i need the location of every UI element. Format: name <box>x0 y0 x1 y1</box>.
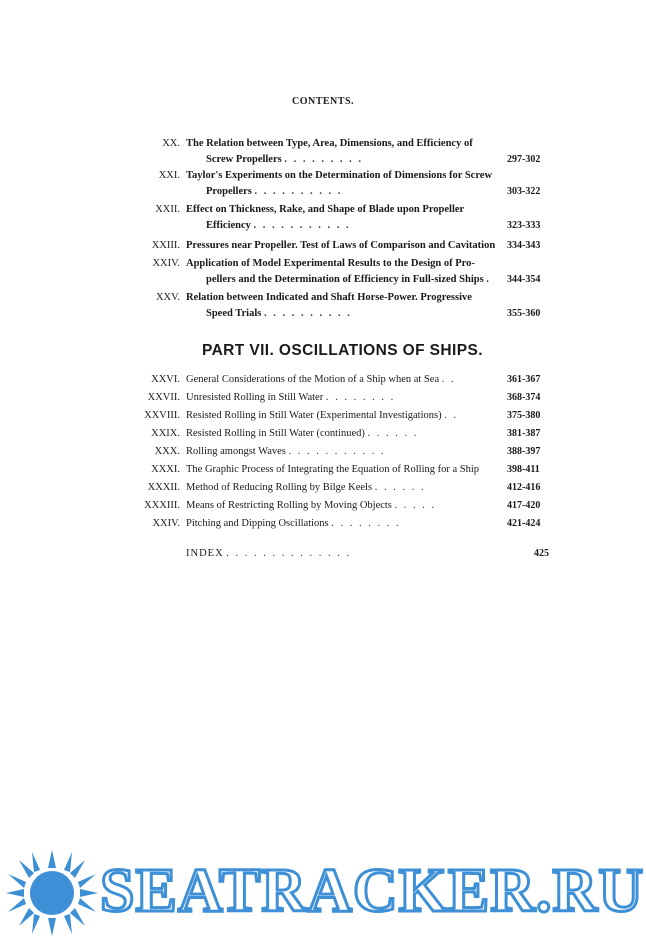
page-range: 344-354 <box>507 274 541 285</box>
chapter-number: XX. <box>162 138 180 149</box>
chapter-number: XXIX. <box>151 428 180 439</box>
chapter-title: Application of Model Experimental Results to the Design of Pro- pellers and the Determination of Efficiency in Full-sized Ships . <box>186 258 491 285</box>
watermark-text: SEATRACKER.RU <box>100 857 645 925</box>
chapter-number: XXVI. <box>151 374 180 385</box>
chapter-title: Resisted Rolling in Still Water (Experimental Investigations) . . <box>186 410 459 421</box>
chapter-title: Resisted Rolling in Still Water (continued) . . . . . . <box>186 428 419 439</box>
index-label: INDEX . . . . . . . . . . . . . . <box>186 548 352 559</box>
page-range: 375-380 <box>507 410 541 421</box>
chapter-title: Pressures near Propeller. Test of Laws of Comparison and Cavitation <box>186 240 496 251</box>
chapter-number: XXXI. <box>151 464 180 475</box>
chapter-number: XXV. <box>155 292 180 303</box>
chapter-title: Unresisted Rolling in Still Water . . . . . . . . <box>186 392 396 403</box>
page-range: 381-387 <box>507 428 541 439</box>
chapter-number: XXIV. <box>152 518 180 529</box>
chapter-title: Taylor's Experiments on the Determination of Dimensions for Screw Propellers . . . . . . . . . . <box>186 170 493 197</box>
chapter-title: Means of Restricting Rolling by Moving Objects . . . . . <box>186 500 437 511</box>
page-range: 297-302 <box>507 154 541 165</box>
chapter-number: XXII. <box>155 204 180 215</box>
contents-heading: CONTENTS. <box>291 96 354 107</box>
page-range: 334-343 <box>507 240 541 251</box>
chapter-number: XXVIII. <box>144 410 180 421</box>
page-range: 303-322 <box>507 186 541 197</box>
chapter-number: XXXII. <box>147 482 180 493</box>
page-range: 368-374 <box>507 392 541 403</box>
page-range: 355-360 <box>507 308 541 319</box>
chapter-title: The Graphic Process of Integrating the Equation of Rolling for a Ship <box>186 464 480 475</box>
page-range: 417-420 <box>507 500 541 511</box>
chapter-number: XXVII. <box>147 392 180 403</box>
page-range: 361-367 <box>507 374 541 385</box>
chapter-number: XXIII. <box>151 240 180 251</box>
chapter-title: Method of Reducing Rolling by Bilge Keels . . . . . . <box>186 482 426 493</box>
chapter-title: General Considerations of the Motion of a Ship when at Sea . . <box>186 374 456 385</box>
sun-logo-icon <box>4 848 100 938</box>
watermark <box>0 846 646 942</box>
chapter-number: XXIV. <box>152 258 180 269</box>
chapter-title: Rolling amongst Waves . . . . . . . . . . . <box>186 446 386 457</box>
page-range: 388-397 <box>507 446 541 457</box>
chapter-number: XXI. <box>158 170 180 181</box>
page-range: 421-424 <box>507 518 541 529</box>
page-range: 425 <box>534 548 549 559</box>
chapter-number: XXXIII. <box>144 500 180 511</box>
page-range: 323-333 <box>507 220 541 231</box>
page-range: 398-411 <box>507 464 540 475</box>
page-range: 412-416 <box>507 482 541 493</box>
part-heading: PART VII. OSCILLATIONS OF SHIPS. <box>202 342 483 359</box>
chapter-title: Relation between Indicated and Shaft Horse-Power. Progressive Speed Trials . . . . . . . . . . <box>186 292 472 319</box>
chapter-title: Effect on Thickness, Rake, and Shape of Blade upon Propeller Efficiency . . . . . . . . . . . <box>186 204 465 231</box>
chapter-title: The Relation between Type, Area, Dimensions, and Efficiency of Screw Propellers . . . . . . . . . <box>186 138 473 165</box>
chapter-number: XXX. <box>154 446 180 457</box>
chapter-title: Pitching and Dipping Oscillations . . . . . . . . <box>186 518 401 529</box>
